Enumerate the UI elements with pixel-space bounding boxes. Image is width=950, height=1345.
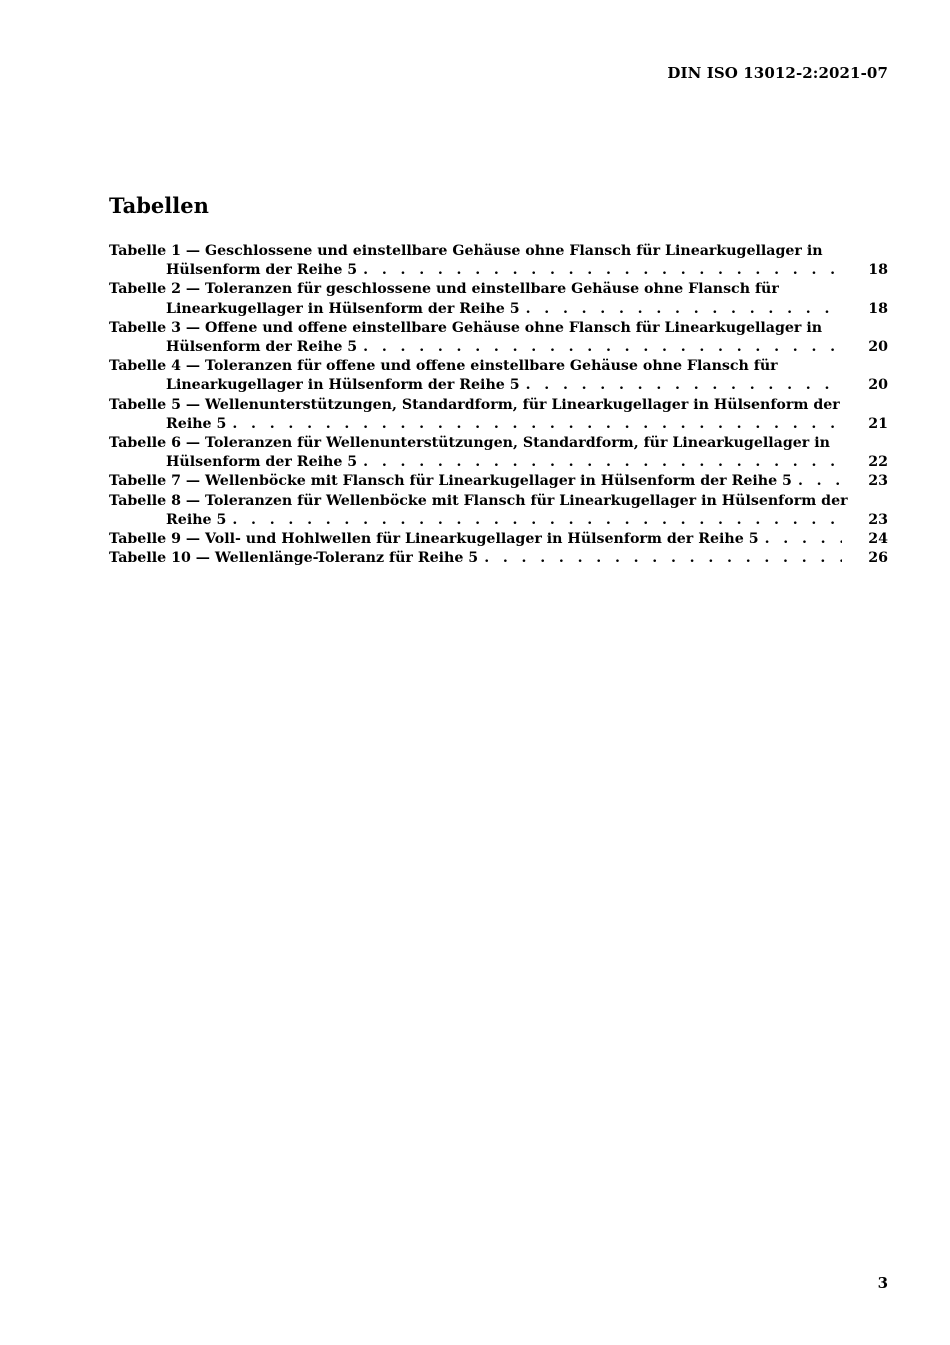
toc-page-ref[interactable]: 20 (868, 377, 888, 394)
toc-entry-title: Linearkugellager in Hülsenform der Reihe 5 (166, 300, 520, 317)
toc-page-ref[interactable]: 24 (868, 531, 888, 548)
page-number: 3 (877, 1274, 888, 1292)
toc-entry-title: Reihe 5 (166, 415, 227, 432)
toc-entry-title: Tabelle 3 — Offene und offene einstellbare Gehäuse ohne Flansch für Linearkugellager in (109, 319, 823, 336)
toc-page-ref[interactable]: 23 (868, 511, 888, 528)
dot-leader (484, 549, 842, 568)
dot-leader (526, 300, 843, 319)
toc-page-ref[interactable]: 23 (868, 473, 888, 490)
toc-entry-title: Tabelle 1 — Geschlossene und einstellbare Gehäuse ohne Flansch für Linearkugellager in (109, 243, 823, 259)
toc-page-ref[interactable]: 18 (868, 262, 888, 279)
toc-entry[interactable] (109, 434, 888, 472)
toc-page-ref[interactable]: 20 (868, 339, 888, 356)
dot-leader (765, 530, 843, 549)
section-heading: Tabellen (109, 193, 209, 218)
toc-entry-title: Hülsenform der Reihe 5 (166, 339, 358, 356)
toc-entry[interactable] (109, 242, 888, 280)
dot-leader (232, 415, 842, 434)
toc-entry[interactable] (109, 396, 888, 434)
toc-entry[interactable] (109, 472, 888, 491)
dot-leader (363, 261, 842, 280)
dot-leader (232, 511, 842, 530)
dot-leader (526, 376, 843, 395)
toc-entry-title: Tabelle 9 — Voll- und Hohlwellen für Linearkugellager in Hülsenform der Reihe 5 (109, 531, 759, 548)
toc-entry[interactable] (109, 357, 888, 395)
toc-entry[interactable] (109, 492, 888, 530)
toc-entry[interactable] (109, 280, 888, 318)
toc-entry-title: Tabelle 7 — Wellenböcke mit Flansch für Linearkugellager in Hülsenform der Reihe 5 (109, 473, 792, 490)
toc-page-ref[interactable]: 21 (868, 415, 888, 432)
toc-entry-title: Linearkugellager in Hülsenform der Reihe 5 (166, 377, 520, 394)
toc-entry-title: Tabelle 10 — Wellenlänge-Toleranz für Reihe 5 (109, 550, 479, 567)
toc-entry-title: Tabelle 6 — Toleranzen für Wellenunterstützungen, Standardform, für Linearkugellager in (109, 435, 830, 452)
toc-entry[interactable] (109, 530, 888, 549)
toc-page-ref[interactable]: 18 (868, 300, 888, 317)
toc-entry-title: Tabelle 4 — Toleranzen für offene und offene einstellbare Gehäuse ohne Flansch für (109, 358, 778, 375)
toc-page-ref[interactable]: 26 (868, 550, 888, 567)
dot-leader (363, 338, 842, 357)
dot-leader (363, 453, 842, 472)
toc-entry-title: Reihe 5 (166, 511, 227, 528)
toc-entry-title: Hülsenform der Reihe 5 (166, 454, 358, 471)
dot-leader (798, 472, 842, 491)
toc-entry[interactable] (109, 549, 888, 568)
toc-entry-title: Hülsenform der Reihe 5 (166, 262, 358, 279)
toc-entry[interactable] (109, 319, 888, 357)
document-id: DIN ISO 13012-2:2021-07 (667, 64, 888, 82)
toc-entry-title: Tabelle 5 — Wellenunterstützungen, Standardform, für Linearkugellager in Hülsenform der (109, 396, 840, 413)
toc-page-ref[interactable]: 22 (868, 454, 888, 471)
table-list (109, 242, 888, 568)
toc-entry-title: Tabelle 2 — Toleranzen für geschlossene und einstellbare Gehäuse ohne Flansch für (109, 281, 779, 298)
toc-entry-title: Tabelle 8 — Toleranzen für Wellenböcke mit Flansch für Linearkugellager in Hülsenform der (109, 492, 848, 509)
